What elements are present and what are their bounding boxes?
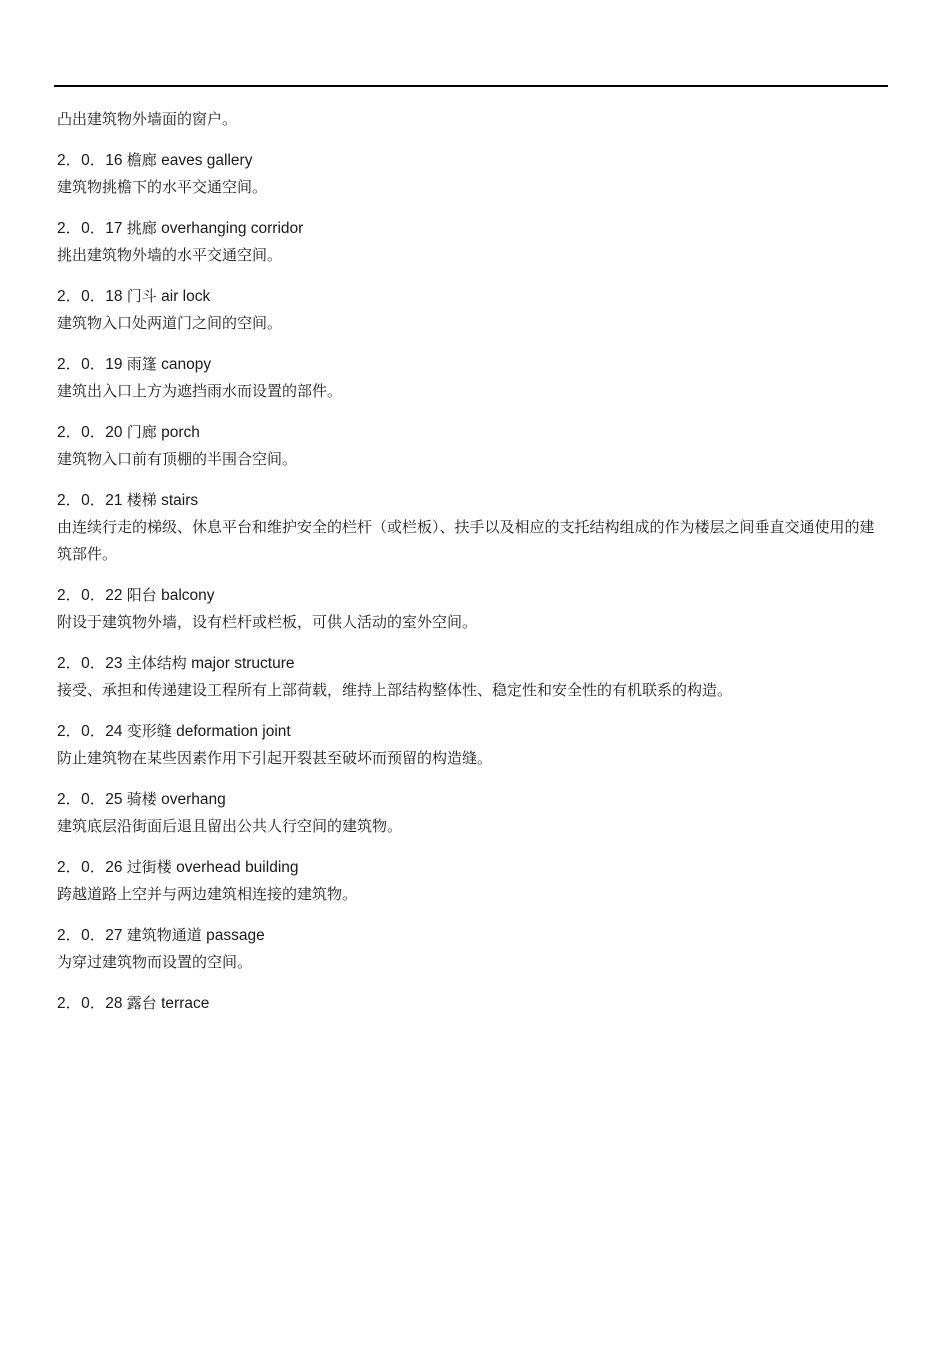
term-heading xyxy=(57,215,887,242)
intro-block xyxy=(57,106,887,133)
term-chinese: 雨篷 xyxy=(126,355,157,373)
term-heading xyxy=(57,650,887,677)
term-list xyxy=(57,147,887,1017)
term-heading xyxy=(57,351,887,378)
term-number: 2．0．28 xyxy=(57,995,123,1012)
term-definition: 建筑物挑檐下的水平交通空间。 xyxy=(57,178,268,196)
term-number: 2．0．27 xyxy=(57,927,123,944)
term-chinese: 主体结构 xyxy=(126,654,187,672)
term-heading xyxy=(57,922,887,949)
term-definition: 建筑物入口前有顶棚的半围合空间。 xyxy=(57,450,298,468)
term-number: 2．0．25 xyxy=(57,791,123,808)
term-english: overhang xyxy=(161,791,226,808)
term-entry xyxy=(57,147,887,201)
term-english: overhanging corridor xyxy=(161,220,304,237)
term-entry xyxy=(57,854,887,908)
term-chinese: 门斗 xyxy=(126,287,157,305)
term-heading xyxy=(57,487,887,514)
term-heading xyxy=(57,854,887,881)
term-chinese: 楼梯 xyxy=(126,491,157,509)
term-english: major structure xyxy=(191,655,295,672)
term-definition: 挑出建筑物外墙的水平交通空间。 xyxy=(57,246,283,264)
term-definition: 建筑物入口处两道门之间的空间。 xyxy=(57,314,283,332)
term-chinese: 建筑物通道 xyxy=(126,926,202,944)
term-english: overhead building xyxy=(176,859,299,876)
term-definition: 附设于建筑物外墙，设有栏杆或栏板，可供人活动的室外空间。 xyxy=(57,613,478,631)
term-entry xyxy=(57,786,887,840)
term-definition: 建筑底层沿街面后退且留出公共人行空间的建筑物。 xyxy=(57,817,403,835)
document-body xyxy=(57,106,887,1031)
term-number: 2．0．19 xyxy=(57,356,123,373)
term-english: terrace xyxy=(161,995,210,1012)
term-definition: 为穿过建筑物而设置的空间。 xyxy=(57,953,253,971)
term-heading xyxy=(57,419,887,446)
term-english: deformation joint xyxy=(176,723,291,740)
term-heading xyxy=(57,990,887,1017)
term-definition: 跨越道路上空并与两边建筑相连接的建筑物。 xyxy=(57,885,358,903)
header-rule xyxy=(54,85,888,87)
term-chinese: 骑楼 xyxy=(126,790,157,808)
term-number: 2．0．21 xyxy=(57,492,123,509)
term-entry xyxy=(57,990,887,1017)
term-chinese: 过街楼 xyxy=(126,858,172,876)
term-number: 2．0．26 xyxy=(57,859,123,876)
term-entry xyxy=(57,718,887,772)
term-heading xyxy=(57,147,887,174)
term-definition: 由连续行走的梯级、休息平台和维护安全的栏杆（或栏板）、扶手以及相应的支托结构组成的作为楼层之间垂直交通使用的建筑部件。 xyxy=(57,518,875,563)
term-entry xyxy=(57,650,887,704)
term-english: eaves gallery xyxy=(161,152,253,169)
term-definition: 接受、承担和传递建设工程所有上部荷载，维持上部结构整体性、稳定性和安全性的有机联系的构造。 xyxy=(57,681,733,699)
term-entry xyxy=(57,215,887,269)
term-chinese: 变形缝 xyxy=(126,722,172,740)
term-number: 2．0．17 xyxy=(57,220,123,237)
term-english: porch xyxy=(161,424,200,441)
term-english: balcony xyxy=(161,587,215,604)
term-english: stairs xyxy=(161,492,199,509)
term-number: 2．0．23 xyxy=(57,655,123,672)
term-entry xyxy=(57,487,887,568)
term-chinese: 挑廊 xyxy=(126,219,157,237)
term-heading xyxy=(57,582,887,609)
term-definition: 防止建筑物在某些因素作用下引起开裂甚至破坏而预留的构造缝。 xyxy=(57,749,493,767)
term-number: 2．0．16 xyxy=(57,152,123,169)
term-entry xyxy=(57,582,887,636)
term-entry xyxy=(57,419,887,473)
term-heading xyxy=(57,718,887,745)
intro-definition: 凸出建筑物外墙面的窗户。 xyxy=(57,110,238,128)
term-english: passage xyxy=(206,927,265,944)
term-chinese: 门廊 xyxy=(126,423,157,441)
term-chinese: 阳台 xyxy=(126,586,157,604)
term-heading xyxy=(57,283,887,310)
term-entry xyxy=(57,283,887,337)
term-number: 2．0．18 xyxy=(57,288,123,305)
term-heading xyxy=(57,786,887,813)
term-definition: 建筑出入口上方为遮挡雨水而设置的部件。 xyxy=(57,382,343,400)
term-entry xyxy=(57,351,887,405)
term-english: air lock xyxy=(161,288,211,305)
term-entry xyxy=(57,922,887,976)
term-number: 2．0．20 xyxy=(57,424,123,441)
term-english: canopy xyxy=(161,356,212,373)
term-chinese: 露台 xyxy=(126,994,157,1012)
term-chinese: 檐廊 xyxy=(126,151,157,169)
term-number: 2．0．22 xyxy=(57,587,123,604)
term-number: 2．0．24 xyxy=(57,723,123,740)
